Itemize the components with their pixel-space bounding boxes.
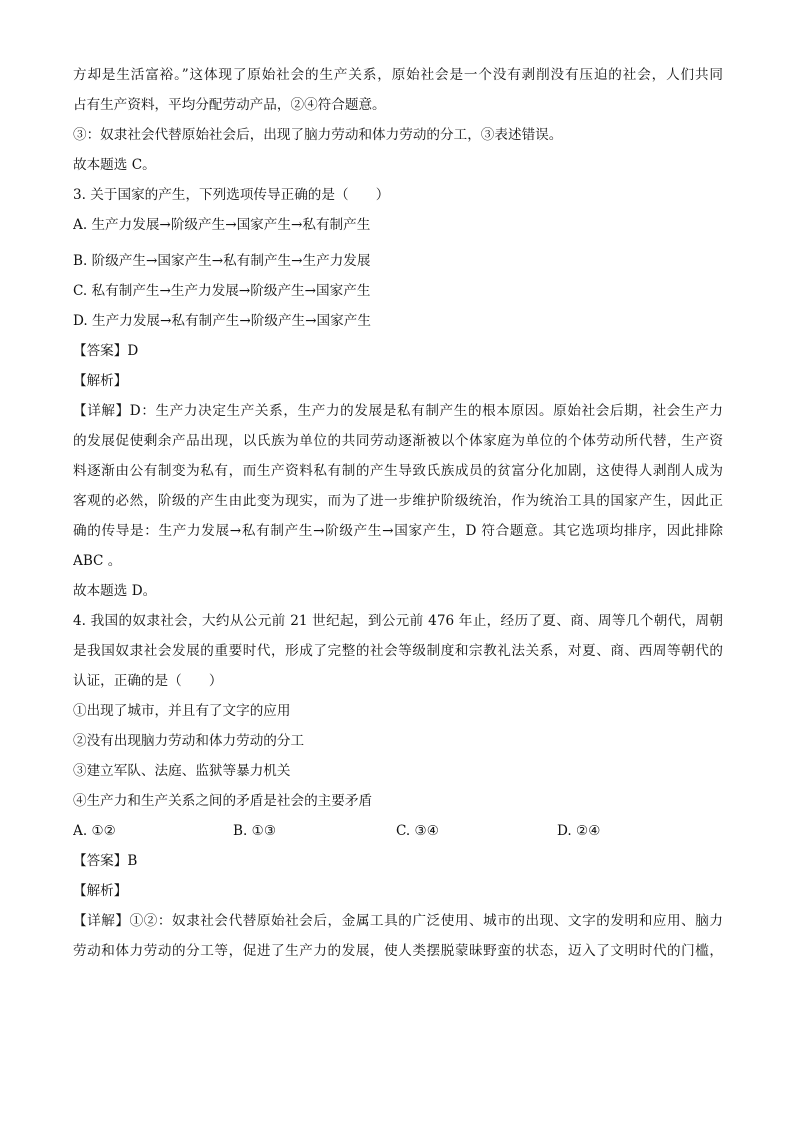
text-line: 方却是生活富裕。”这体现了原始社会的生产关系，原始社会是一个没有剥削没有压迫的社会，人们共同 [73, 67, 723, 83]
question-4-answer: 【答案】B [73, 853, 138, 869]
question-3-explanation-line: 确的传导是：生产力发展→私有制产生→阶级产生→国家产生，D 符合题意。其它选项均排序，因此排除 [73, 523, 723, 539]
question-4-item-4: ④生产力和生产关系之间的矛盾是社会的主要矛盾 [73, 793, 373, 809]
question-4-analysis-label: 【解析】 [73, 883, 128, 899]
question-4-explanation-line: 【详解】①②：奴隶社会代替原始社会后，金属工具的广泛使用、城市的出现、文字的发明和应用、脑力 [73, 913, 723, 929]
question-4-item-3: ③建立军队、法庭、监狱等暴力机关 [73, 763, 291, 779]
question-4-option-c: C. ③④ [396, 823, 439, 839]
question-3-stem: 3. 关于国家的产生，下列选项传导正确的是（ ） [73, 187, 390, 203]
question-4-stem: 认证，正确的是（ ） [73, 673, 223, 689]
question-3-explanation-line: 的发展促使剩余产品出现，以氏族为单位的共同劳动逐渐被以个体家庭为单位的个体劳动所代替，生产资 [73, 433, 723, 449]
question-3-explanation-line: 料逐渐由公有制变为私有，而生产资料私有制的产生导致氏族成员的贫富分化加剧，这使得人剥削人成为 [73, 463, 723, 479]
question-4-option-b: B. ①③ [233, 823, 277, 839]
question-4-item-2: ②没有出现脑力劳动和体力劳动的分工 [73, 733, 305, 749]
question-4-explanation-line: 劳动和体力劳动的分工等，促进了生产力的发展，使人类摆脱蒙昧野蛮的状态，迈入了文明时代的门槛， [73, 943, 723, 959]
question-4-option-a: A. ①② [73, 823, 116, 839]
question-3-explanation-line: 客观的必然，阶级的产生由此变为现实，而为了进一步维护阶级统治，作为统治工具的国家产生，因此正 [73, 493, 723, 509]
question-3-analysis-label: 【解析】 [73, 373, 128, 389]
page-content [73, 60, 723, 966]
question-3-explanation-line: 【详解】D：生产力决定生产关系，生产力的发展是私有制产生的根本原因。原始社会后期，社会生产力 [73, 403, 723, 419]
text-line: ③：奴隶社会代替原始社会后，出现了脑力劳动和体力劳动的分工，③表述错误。 [73, 127, 563, 143]
question-3-option-b: B. 阶级产生→国家产生→私有制产生→生产力发展 [73, 253, 371, 269]
question-4-stem: 4. 我国的奴隶社会，大约从公元前 21 世纪起，到公元前 476 年止，经历了夏、商、周等几个朝代，周朝 [73, 613, 723, 629]
question-4-stem: 是我国奴隶社会发展的重要时代，形成了完整的社会等级制度和宗教礼法关系，对夏、商、西周等朝代的 [73, 643, 723, 659]
text-line: 占有生产资料，平均分配劳动产品，②④符合题意。 [73, 97, 386, 113]
question-3-option-a: A. 生产力发展→阶级产生→国家产生→私有制产生 [73, 217, 371, 233]
question-3-conclusion: 故本题选 D。 [73, 583, 157, 599]
question-3-explanation-line: ABC 。 [73, 553, 122, 569]
question-4-options [73, 816, 723, 846]
question-4-item-1: ①出现了城市，并且有了文字的应用 [73, 703, 291, 719]
question-3-option-c: C. 私有制产生→生产力发展→阶级产生→国家产生 [73, 283, 371, 299]
question-4-option-d: D. ②④ [557, 823, 601, 839]
conclusion-line: 故本题选 C。 [73, 157, 156, 173]
question-3-option-d: D. 生产力发展→私有制产生→阶级产生→国家产生 [73, 313, 371, 329]
question-3-answer: 【答案】D [73, 343, 139, 359]
